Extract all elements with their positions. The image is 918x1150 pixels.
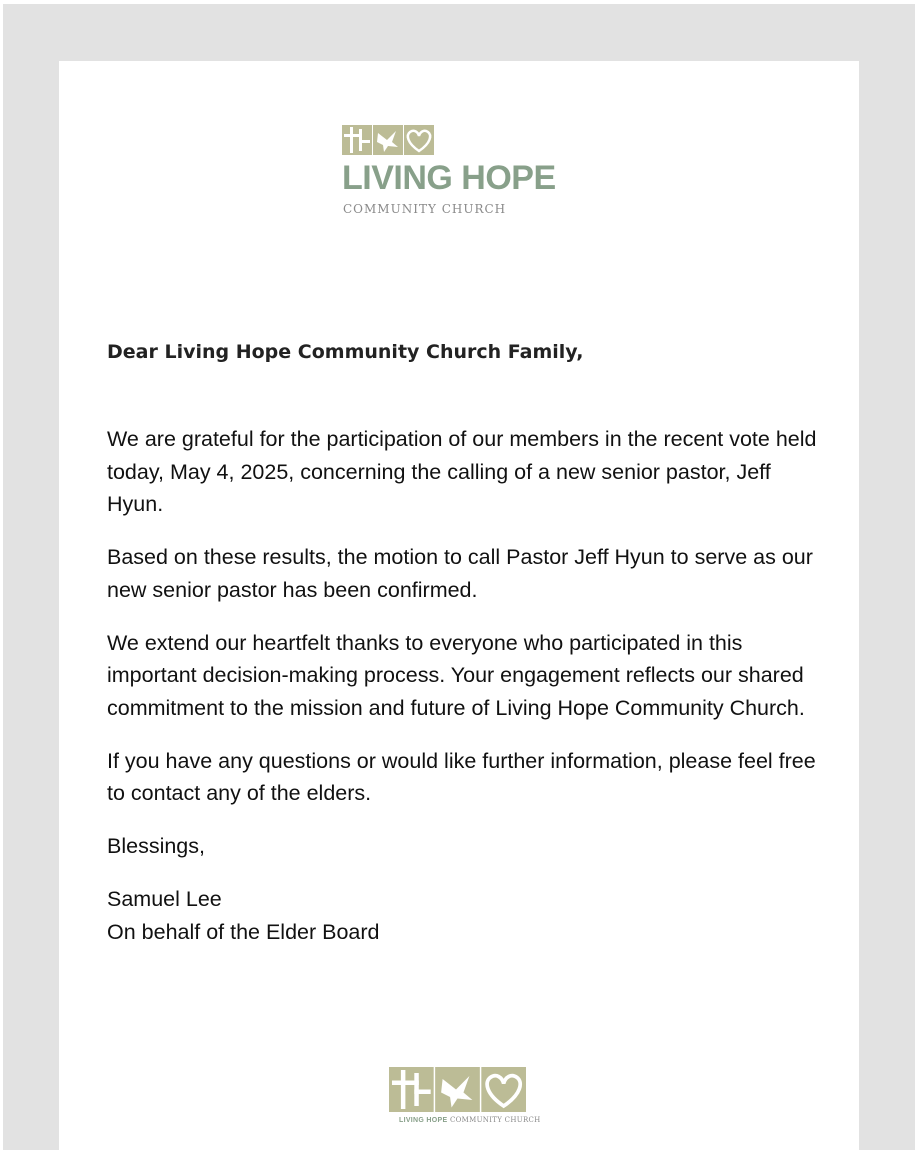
church-logo-icon xyxy=(342,125,434,155)
footer-logo xyxy=(389,1067,541,1129)
letter-body xyxy=(107,339,819,948)
brand-subtitle: COMMUNITY CHURCH xyxy=(343,202,507,216)
paragraph: We extend our heartfelt thanks to everyone who participated in this important decision-making process. Your engagement reflects our shared commitment to the mission and future of Living Hope Community Church. xyxy=(107,630,805,720)
paragraph: If you have any questions or would like further information, please feel free to contact any of the elders. xyxy=(107,748,816,805)
header-logo xyxy=(342,125,582,215)
church-logo-icon xyxy=(389,1067,526,1112)
footer-brand-text xyxy=(399,1115,541,1126)
paragraph: We are grateful for the participation of our members in the recent vote held today, May 4, 2025, concerning the calling of a new senior pastor, Jeff Hyun. xyxy=(107,427,817,516)
paragraph: Based on these results, the motion to call Pastor Jeff Hyun to serve as our new senior pastor has been confirmed. xyxy=(107,545,813,602)
signature xyxy=(107,883,819,948)
brand-name: LIVING HOPE xyxy=(342,159,556,197)
email-card xyxy=(59,61,859,1150)
signature-name: Samuel Lee xyxy=(107,887,222,911)
signature-role: On behalf of the Elder Board xyxy=(107,919,380,944)
footer-brand-subtitle: COMMUNITY CHURCH xyxy=(449,1116,541,1124)
closing: Blessings, xyxy=(107,834,205,858)
footer-brand-name: LIVING HOPE xyxy=(399,1117,448,1124)
greeting: Dear Living Hope Community Church Family, xyxy=(107,341,584,363)
